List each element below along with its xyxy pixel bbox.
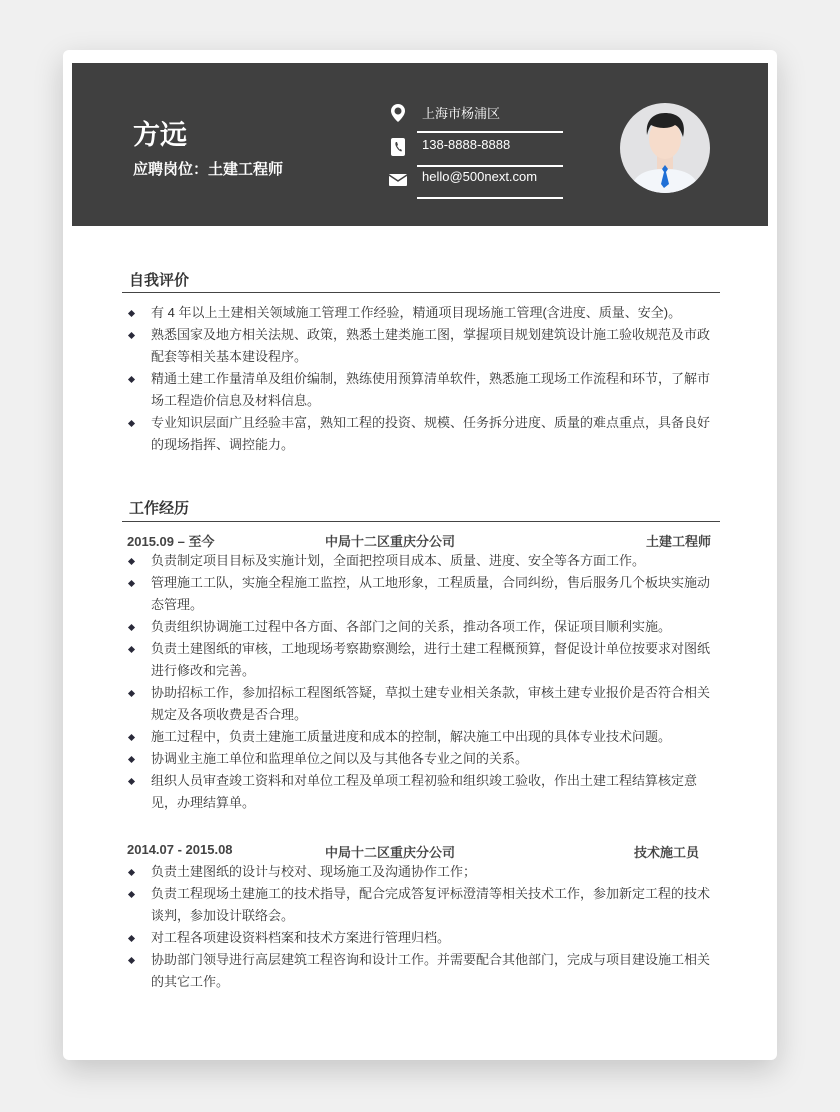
bullet-diamond-icon (128, 332, 135, 339)
bullet-diamond-icon (128, 957, 135, 964)
list-item (127, 616, 717, 638)
job-role: 技术施工员 (633, 845, 699, 860)
bullet-diamond-icon (128, 891, 135, 898)
bullet-diamond-icon (128, 756, 135, 763)
avatar-illustration (620, 103, 710, 193)
list-item-text: 组织人员审查竣工资料和对单位工程及单项工程初验和组织竣工验收，作出土建工程结算核定意见，办理结算单。 (151, 773, 698, 810)
list-item-text: 负责土建图纸的审核，工地现场考察勘察测绘，进行土建工程概预算，督促设计单位按要求对图纸进行修改和完善。 (151, 641, 711, 678)
list-item (127, 748, 717, 770)
phone-text: 138-8888-8888 (422, 137, 511, 152)
email-text: hello@500next.com (422, 169, 538, 184)
job-period: 2015.09 – 至今 (127, 534, 215, 549)
list-item-text: 有 4 年以上土建相关领域施工管理工作经验，精通项目现场施工管理(含进度、质量、安全)。 (151, 305, 682, 320)
job-duties-list (127, 550, 717, 814)
section-divider (122, 521, 720, 522)
job-role: 土建工程师 (645, 534, 711, 549)
contact-email (388, 167, 563, 199)
contact-address (388, 101, 563, 133)
list-item (127, 883, 717, 927)
job-duties-list (127, 861, 717, 993)
list-item-text: 协助招标工作，参加招标工程图纸答疑，草拟土建专业相关条款，审核土建专业报价是否符合相关规定及各项收费是否合理。 (151, 685, 711, 722)
job-header (127, 531, 717, 551)
list-item-text: 精通土建工作量清单及组价编制，熟练使用预算清单软件，熟悉施工现场工作流程和环节，了解市场工程造价信息及材料信息。 (151, 371, 711, 408)
list-item-text: 施工过程中，负责土建施工质量进度和成本的控制，解决施工中出现的具体专业技术问题。 (151, 729, 672, 744)
list-item-text: 专业知识层面广且经验丰富，熟知工程的投资、规模、任务拆分进度、质量的难点重点，具备良好的现场指挥、调控能力。 (151, 415, 711, 452)
job-title: 应聘岗位：土建工程师 (133, 161, 284, 178)
bullet-diamond-icon (128, 646, 135, 653)
bullet-diamond-icon (128, 869, 135, 876)
list-item (127, 638, 717, 682)
address-text: 上海市杨浦区 (422, 106, 501, 121)
list-item-text: 负责制定项目目标及实施计划，全面把控项目成本、质量、进度、安全等各方面工作。 (151, 553, 646, 568)
list-item (127, 682, 717, 726)
avatar (620, 103, 710, 193)
section-title-self-eval: 自我评价 (129, 272, 190, 289)
list-item-text: 负责土建图纸的设计与校对、现场施工及沟通协作工作； (151, 864, 477, 879)
job-company: 中局十二区重庆分公司 (325, 845, 456, 860)
bullet-diamond-icon (128, 734, 135, 741)
list-item-text: 协调业主施工单位和监理单位之间以及与其他各专业之间的关系。 (151, 751, 529, 766)
list-item-text: 协助部门领导进行高层建筑工程咨询和设计工作。并需要配合其他部门，完成与项目建设施工相关的其它工作。 (151, 952, 711, 989)
list-item (127, 861, 717, 883)
location-pin-icon (388, 103, 408, 123)
section-divider (122, 292, 720, 293)
list-item-text: 负责工程现场土建施工的技术指导，配合完成答复评标澄清等相关技术工作，参加新定工程的技术谈判，参加设计联络会。 (151, 886, 711, 923)
list-item (127, 572, 717, 616)
list-item (127, 726, 717, 748)
job-header (127, 842, 717, 862)
bullet-diamond-icon (128, 778, 135, 785)
list-item-text: 负责组织协调施工过程中各方面、各部门之间的关系，推动各项工作，保证项目顺利实施。 (151, 619, 672, 634)
bullet-diamond-icon (128, 580, 135, 587)
job-period: 2014.07 - 2015.08 (127, 842, 233, 857)
bullet-diamond-icon (128, 310, 135, 317)
list-item (127, 302, 717, 324)
list-item (127, 324, 717, 368)
bullet-diamond-icon (128, 376, 135, 383)
bullet-diamond-icon (128, 935, 135, 942)
phone-icon (388, 137, 408, 157)
resume-header (72, 63, 768, 226)
divider (417, 131, 563, 133)
bullet-diamond-icon (128, 420, 135, 427)
bullet-diamond-icon (128, 690, 135, 697)
self-eval-list (127, 302, 717, 456)
list-item (127, 949, 717, 993)
candidate-name: 方远 (133, 120, 187, 150)
bullet-diamond-icon (128, 558, 135, 565)
section-title-work: 工作经历 (129, 500, 190, 517)
job-company: 中局十二区重庆分公司 (325, 534, 456, 549)
contact-phone (388, 135, 563, 167)
mail-icon (388, 169, 408, 189)
list-item (127, 368, 717, 412)
bullet-diamond-icon (128, 624, 135, 631)
list-item (127, 412, 717, 456)
list-item-text: 对工程各项建设资料档案和技术方案进行管理归档。 (151, 930, 451, 945)
list-item (127, 770, 717, 814)
list-item (127, 927, 717, 949)
list-item-text: 熟悉国家及地方相关法规、政策，熟悉土建类施工图，掌握项目规划建筑设计施工验收规范及市政配套等相关基本建设程序。 (151, 327, 711, 364)
list-item-text: 管理施工工队，实施全程施工监控，从工地形象，工程质量，合同纠纷，售后服务几个板块实施动态管理。 (151, 575, 711, 612)
divider (417, 197, 563, 199)
list-item (127, 550, 717, 572)
